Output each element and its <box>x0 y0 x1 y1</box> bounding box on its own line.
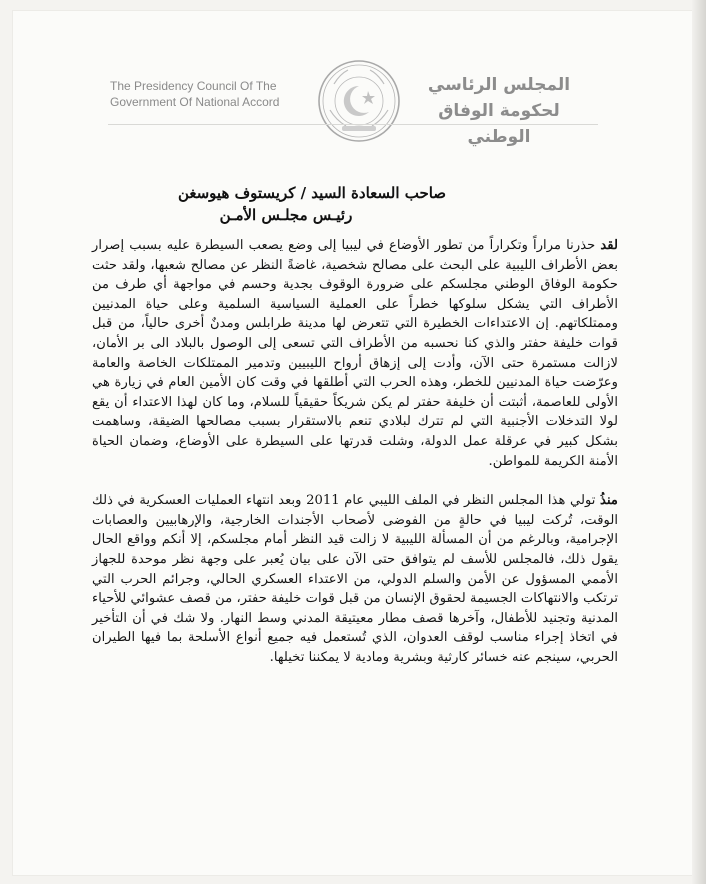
letterhead-arabic <box>404 72 594 150</box>
letterhead-english-line1: The Presidency Council Of The <box>110 79 277 93</box>
addressee-block <box>162 182 462 226</box>
letterhead-divider <box>108 124 598 125</box>
letterhead-english <box>110 78 310 110</box>
letterhead-arabic-line1: المجلس الرئاسي <box>427 75 571 95</box>
addressee-name: صاحب السعادة السيد / كريستوف هيوسغن <box>177 184 447 202</box>
letterhead-arabic-line2: لحكومة الوفاق الوطني <box>438 101 560 147</box>
letter-body <box>92 236 618 667</box>
paragraph-1 <box>92 236 618 471</box>
addressee-title: رئيـس مجلـس الأمـن <box>219 206 353 224</box>
emblem-seal-icon <box>316 58 402 144</box>
paragraph-1-lead: لقد <box>600 238 618 253</box>
paragraph-1-text: حذرنا مراراً وتكراراً من تطور الأوضاع في ليبيا إلى وضع يصعب السيطرة عليه بسبب إصرار بعض الأطراف الليبية على البحث على مصالح شخصية، غاضةً النظر عن مصالح شعبها، ولقد حثت حكومة الوفاق الوطني مجلسكم على ضرورة الوقوف بجدية وحسم في مواجهة أي طرف من الأطراف التي يشكل سلوكها خطراً على العملية السياسية السلمية وعلى حياة المدنيين وممتلكاتهم. إن الاعتداءات الخطيرة التي تتعرض لها مدينة طرابلس ومدنٌ أخرى حالياً، من قبل قوات خليفة حفتر والذي كنا نحسبه من الأطراف التي تسعى إلى الوصول بالبلاد الى بر الأمان، لازالت مستمرة حتى الآن، وأدت إلى إزهاق أرواح الليبيين وتدمير الممتلكات الخاصة والعامة وعرّضت حياة المدنيين للخطر، وهذه الحرب التي أطلقها في وقت كان الأمين العام في زيارة هي الأولى للعاصمة، أثبتت أن خليفة حفتر لم يكن شريكاً حقيقياً للسلام، وما كان لهذا الاعتداء أن يقع لولا التدخلات الأجنبية التي لم تترك لبلادي تنعم بالاستقرار بسبب مصالحها الضيقة، وساهمت بشكل كبير في عرقلة عمل الدولة، وشلت قدرتها على السيطرة على الأوضاع، وضمان الحياة الأمنة الكريمة للمواطن. <box>92 238 618 469</box>
paragraph-2-lead: منذُ <box>600 493 618 509</box>
paragraph-2-text: تولي هذا المجلس النظر في الملف الليبي عام 2011 وبعد انتهاء العمليات العسكرية في ذلك الوقت، تُركت ليبيا في حالةٍ من الفوضى لأصحاب الأجندات الخارجية، والإرهابيين والعصابات الإجرامية، وبالرغم من أن المسألة الليبية لا زالت قيد النظر أمام مجلسكم، إلا أنكم وواقع الحال يقول ذلك، فالمجلس للأسف لم يتوافق حتى الآن على بيان يُعبر على وجهة نظر موحدة للجهاز الأممي المسؤول عن الأمن والسلم الدولي، من الاعتداء العسكري الحالي، وجرائم الحرب التي ترتكب والانتهاكات الجسيمة لحقوق الإنسان من قبل قوات خليفة حفتر، من قصف عشوائي للأحياء المدنية وتجنيد للأطفال، وآخرها قصف مطار معيتيقة المدني وسط النهار. ولا شك في أن التأخير في اتخاذ إجراء مناسب لوقف العدوان، الذي تُستعمل فيه جميع أنواع الأسلحة بما فيها الطيران الحربي، سينجم عنه خسائر كارثية وبشرية ومادية لا يمكننا تخيلها. <box>92 493 618 665</box>
letterhead-english-line2: Government Of National Accord <box>110 95 280 109</box>
page-edge-shadow <box>692 0 706 884</box>
paragraph-2 <box>92 491 618 667</box>
